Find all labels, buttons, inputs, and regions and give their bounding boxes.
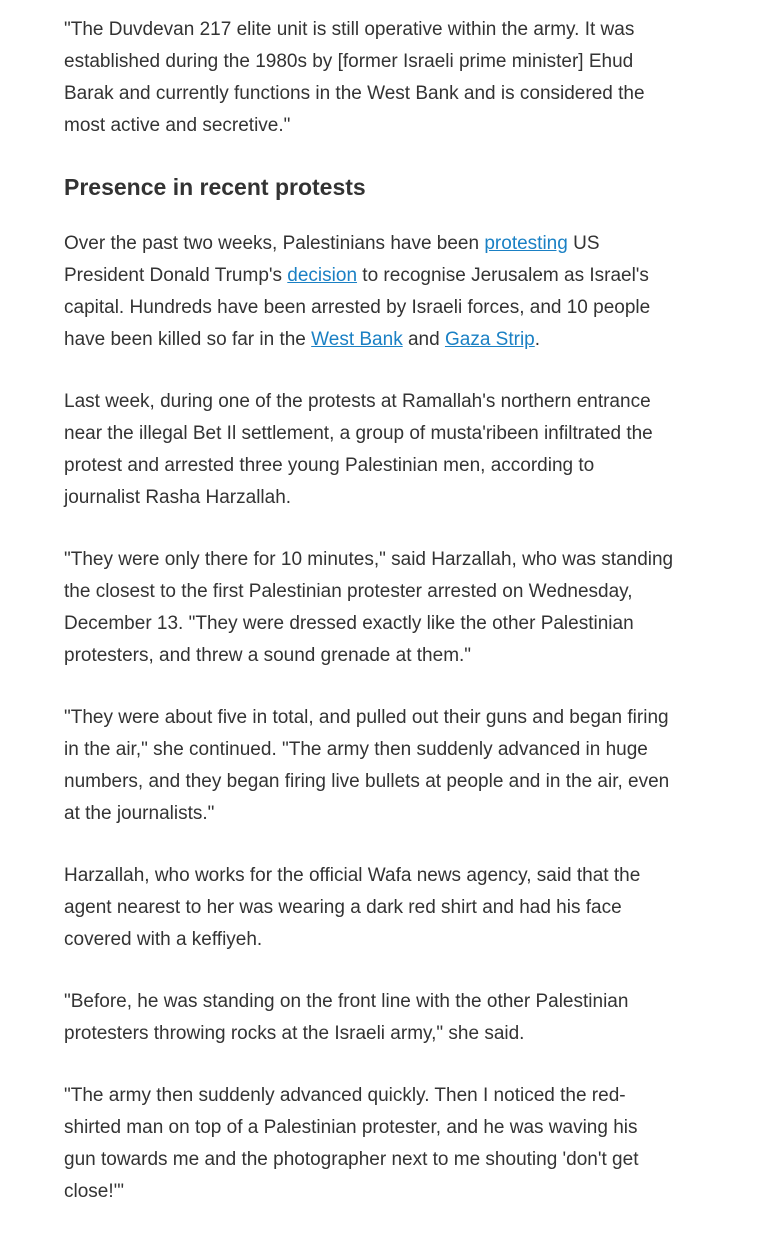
link-protesting[interactable]: protesting <box>484 233 568 254</box>
paragraph-wafa-agent: Harzallah, who works for the official Wafa news agency, said that the agent nearest to her was wearing a dark red shirt and had his face covered with a keffiyeh. <box>64 865 641 950</box>
paragraph-protests <box>64 228 674 356</box>
paragraph-text: to recognise Jerusalem as Israel's capital. Hundreds have been arrested by Israeli forces, and 10 people have been killed so far in the <box>64 265 651 350</box>
paragraph-text: and <box>402 329 445 350</box>
link-decision[interactable]: decision <box>287 265 358 286</box>
paragraph-quote-duvdevan: "The Duvdevan 217 elite unit is still operative within the army. It was established during the 1980s by [former Israeli prime minister] Ehud Barak and currently functions in the West Bank and is considered the most active and secretive." <box>64 19 645 136</box>
paragraph-quote-front-line: "Before, he was standing on the front line with the other Palestinian protesters throwing rocks at the Israeli army," she said. <box>64 991 629 1044</box>
paragraph-text: . <box>534 329 541 350</box>
paragraph-quote-red-shirt: "The army then suddenly advanced quickly. Then I noticed the red-shirted man on top of a Palestinian protester, and he was waving his gun towards me and the photographer next to me shouting 'don't get close!'" <box>64 1085 639 1202</box>
paragraph-quote-ten-minutes: "They were only there for 10 minutes," said Harzallah, who was standing the closest to the first Palestinian protester arrested on Wednesday, December 13. "They were dressed exactly like the other Palestinian protesters, and threw a sound grenade at them." <box>64 549 674 666</box>
link-west-bank[interactable]: West Bank <box>311 329 403 350</box>
paragraph-text: US President Donald Trump's <box>64 233 600 286</box>
paragraph-quote-five-total: "They were about five in total, and pulled out their guns and began firing in the air," she continued. "The army then suddenly advanced in huge numbers, and they began firing live bullets at people and in the air, even at the journalists." <box>64 707 670 824</box>
paragraph-text: Over the past two weeks, Palestinians have been <box>64 233 485 254</box>
paragraph-ramallah: Last week, during one of the protests at Ramallah's northern entrance near the illegal Bet Il settlement, a group of musta'ribeen infiltrated the protest and arrested three young Palestinian men, according to journalist Rasha Harzallah. <box>64 391 653 508</box>
section-heading: Presence in recent protests <box>64 174 366 200</box>
link-gaza-strip[interactable]: Gaza Strip <box>444 329 535 350</box>
